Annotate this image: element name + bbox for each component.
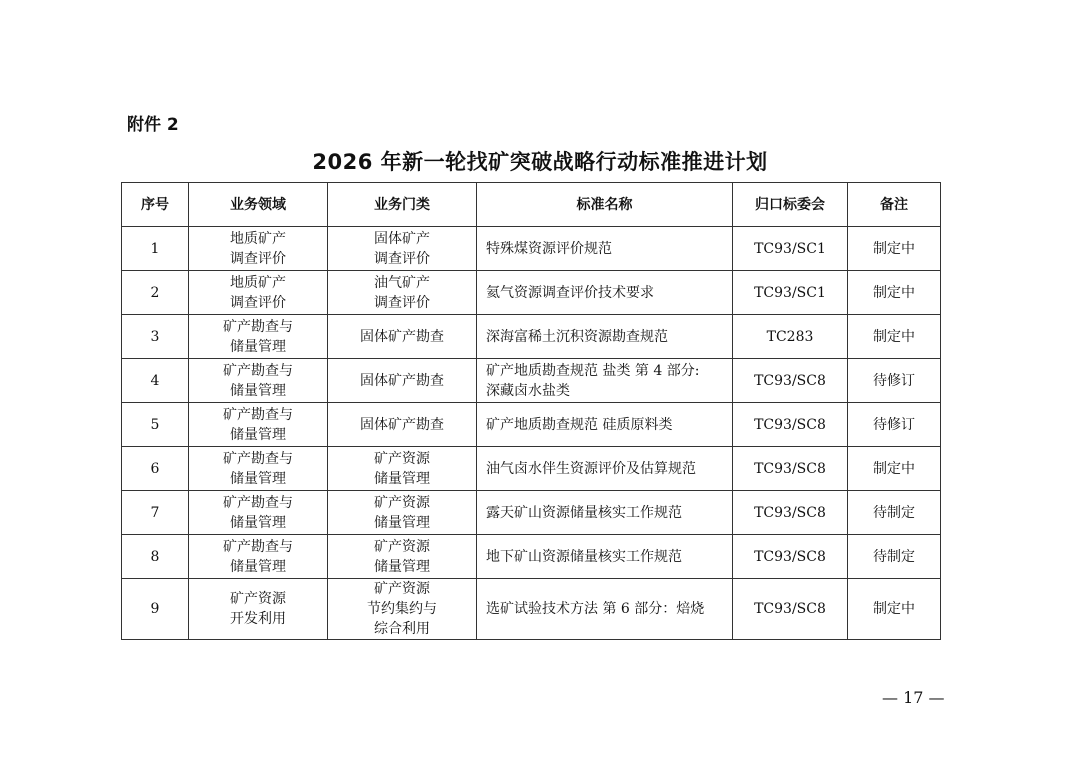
cell-category-line: 矿产资源 xyxy=(374,450,430,467)
cell-note: 待修订 xyxy=(848,359,941,403)
cell-committee: TC93/SC8 xyxy=(733,579,848,640)
cell-domain xyxy=(189,491,328,535)
cell-serial: 7 xyxy=(122,491,189,535)
cell-domain-line: 储量管理 xyxy=(230,426,286,443)
table-row xyxy=(122,447,941,491)
cell-standard-name-line: 矿产地质勘查规范 盐类 第 4 部分: xyxy=(486,362,700,379)
cell-committee: TC93/SC8 xyxy=(733,447,848,491)
cell-domain xyxy=(189,447,328,491)
page-number: — 17 — xyxy=(882,688,945,707)
table-row xyxy=(122,535,941,579)
cell-category-line: 调查评价 xyxy=(374,250,430,267)
table-row xyxy=(122,579,941,640)
cell-category-line: 节约集约与 xyxy=(367,601,437,617)
cell-standard-name-line: 氦气资源调查评价技术要求 xyxy=(486,284,654,301)
cell-committee: TC283 xyxy=(733,315,848,359)
header-domain: 业务领域 xyxy=(189,183,328,227)
cell-category xyxy=(328,227,477,271)
cell-note: 制定中 xyxy=(848,271,941,315)
cell-domain-line: 矿产勘查与 xyxy=(223,362,293,379)
document-title: 2026 年新一轮找矿突破战略行动标准推进计划 xyxy=(312,150,768,174)
table-row xyxy=(122,491,941,535)
cell-standard-name xyxy=(477,315,733,359)
cell-serial: 3 xyxy=(122,315,189,359)
cell-note: 待制定 xyxy=(848,491,941,535)
cell-domain-line: 矿产勘查与 xyxy=(223,318,293,335)
cell-standard-name-line: 深海富稀土沉积资源勘查规范 xyxy=(486,328,668,345)
cell-domain xyxy=(189,403,328,447)
cell-note: 待制定 xyxy=(848,535,941,579)
cell-category-line: 矿产资源 xyxy=(374,538,430,555)
table-row xyxy=(122,359,941,403)
cell-domain-line: 储量管理 xyxy=(230,558,286,575)
cell-category-line: 矿产资源 xyxy=(374,581,430,597)
cell-category-line: 固体矿产勘查 xyxy=(360,372,444,389)
cell-category-line: 油气矿产 xyxy=(374,274,430,291)
cell-domain xyxy=(189,315,328,359)
cell-committee: TC93/SC8 xyxy=(733,491,848,535)
table-row xyxy=(122,271,941,315)
cell-note: 制定中 xyxy=(848,315,941,359)
cell-category xyxy=(328,579,477,640)
cell-domain-line: 地质矿产 xyxy=(230,274,286,291)
cell-committee: TC93/SC8 xyxy=(733,535,848,579)
cell-standard-name-line: 深藏卤水盐类 xyxy=(486,382,570,399)
cell-standard-name-line: 露天矿山资源储量核实工作规范 xyxy=(486,504,682,521)
cell-domain xyxy=(189,535,328,579)
header-category: 业务门类 xyxy=(328,183,477,227)
cell-standard-name-line: 矿产地质勘查规范 硅质原料类 xyxy=(486,416,673,433)
cell-standard-name xyxy=(477,447,733,491)
cell-domain-line: 调查评价 xyxy=(230,294,286,311)
cell-serial: 6 xyxy=(122,447,189,491)
cell-category-line: 调查评价 xyxy=(374,294,430,311)
cell-category-line: 固体矿产 xyxy=(374,230,430,247)
cell-category xyxy=(328,315,477,359)
cell-standard-name xyxy=(477,403,733,447)
cell-serial: 8 xyxy=(122,535,189,579)
cell-category-line: 储量管理 xyxy=(374,470,430,487)
cell-category xyxy=(328,359,477,403)
cell-domain xyxy=(189,579,328,640)
cell-domain-line: 储量管理 xyxy=(230,382,286,399)
cell-category xyxy=(328,535,477,579)
cell-domain-line: 储量管理 xyxy=(230,514,286,531)
cell-domain-line: 地质矿产 xyxy=(230,230,286,247)
cell-serial: 9 xyxy=(122,579,189,640)
cell-serial: 1 xyxy=(122,227,189,271)
cell-domain xyxy=(189,227,328,271)
cell-domain-line: 调查评价 xyxy=(230,250,286,267)
cell-category-line: 储量管理 xyxy=(374,558,430,575)
header-note: 备注 xyxy=(848,183,941,227)
cell-category xyxy=(328,491,477,535)
cell-category xyxy=(328,271,477,315)
cell-domain xyxy=(189,359,328,403)
cell-domain-line: 矿产勘查与 xyxy=(223,538,293,555)
header-standard-name: 标准名称 xyxy=(477,183,733,227)
standards-plan-table xyxy=(121,182,941,640)
cell-domain-line: 储量管理 xyxy=(230,338,286,355)
cell-note: 待修订 xyxy=(848,403,941,447)
cell-standard-name xyxy=(477,535,733,579)
cell-category-line: 矿产资源 xyxy=(374,494,430,511)
cell-category-line: 固体矿产勘查 xyxy=(360,328,444,345)
header-serial: 序号 xyxy=(122,183,189,227)
cell-standard-name-line: 特殊煤资源评价规范 xyxy=(486,240,612,257)
header-committee: 归口标委会 xyxy=(733,183,848,227)
table-header-row xyxy=(122,183,941,227)
cell-category xyxy=(328,447,477,491)
cell-standard-name-line: 地下矿山资源储量核实工作规范 xyxy=(486,548,682,565)
cell-standard-name-line: 选矿试验技术方法 第 6 部分：焙烧 xyxy=(486,601,705,617)
cell-standard-name xyxy=(477,271,733,315)
cell-note: 制定中 xyxy=(848,579,941,640)
cell-committee: TC93/SC1 xyxy=(733,227,848,271)
cell-serial: 5 xyxy=(122,403,189,447)
cell-category xyxy=(328,403,477,447)
cell-serial: 4 xyxy=(122,359,189,403)
cell-note: 制定中 xyxy=(848,227,941,271)
cell-domain-line: 储量管理 xyxy=(230,470,286,487)
table-row xyxy=(122,403,941,447)
cell-domain-line: 矿产勘查与 xyxy=(223,406,293,423)
cell-standard-name xyxy=(477,359,733,403)
attachment-label: 附件 2 xyxy=(127,115,179,135)
cell-category-line: 储量管理 xyxy=(374,514,430,531)
cell-domain-line: 矿产勘查与 xyxy=(223,494,293,511)
cell-standard-name xyxy=(477,579,733,640)
cell-committee: TC93/SC1 xyxy=(733,271,848,315)
table-row xyxy=(122,227,941,271)
cell-domain-line: 矿产资源 xyxy=(230,591,286,607)
cell-committee: TC93/SC8 xyxy=(733,403,848,447)
cell-serial: 2 xyxy=(122,271,189,315)
cell-category-line: 综合利用 xyxy=(374,621,430,637)
cell-domain-line: 开发利用 xyxy=(230,611,286,627)
cell-committee: TC93/SC8 xyxy=(733,359,848,403)
cell-domain-line: 矿产勘查与 xyxy=(223,450,293,467)
table-row xyxy=(122,315,941,359)
cell-standard-name xyxy=(477,491,733,535)
cell-standard-name xyxy=(477,227,733,271)
cell-standard-name-line: 油气卤水伴生资源评价及估算规范 xyxy=(486,460,696,477)
cell-note: 制定中 xyxy=(848,447,941,491)
cell-category-line: 固体矿产勘查 xyxy=(360,416,444,433)
cell-domain xyxy=(189,271,328,315)
